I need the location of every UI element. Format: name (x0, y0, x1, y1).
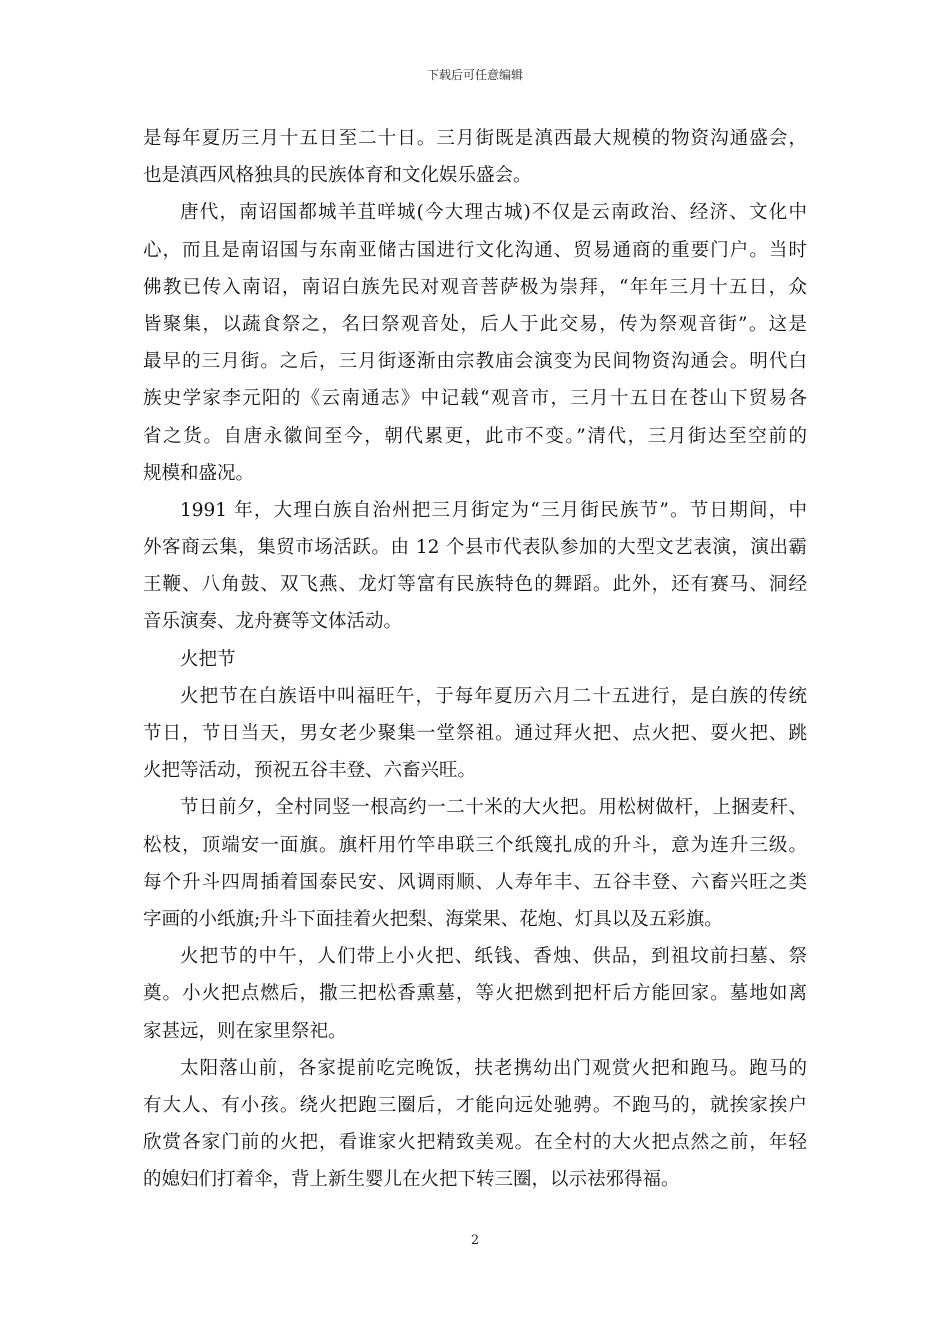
document-body (143, 120, 807, 1198)
text-line: 规模和盛况。 (143, 462, 255, 484)
text-line: 节日前夕，全村同竖一根高约一二十米的大火把。用松树做杆，上捆麦秆、 (180, 797, 807, 819)
text-line: 王鞭、八角鼓、双飞燕、龙灯等富有民族特色的舞蹈。此外，还有赛马、洞经 (143, 574, 807, 596)
text-line: 最早的三月街。之后，三月街逐渐由宗教庙会演变为民间物资沟通会。明代白 (143, 351, 807, 373)
text-line: 外客商云集，集贸市场活跃。由 12 个县市代表队参加的大型文艺表演，演出霸 (143, 537, 807, 559)
text-line: 族史学家李元阳的《云南通志》中记载“观音市，三月十五日在苍山下贸易各 (143, 388, 807, 410)
text-line: 是每年夏历三月十五日至二十日。三月街既是滇西最大规模的物资沟通盛会， (143, 128, 807, 149)
page-number: 2 (470, 1233, 480, 1248)
text-line: 佛教已传入南诏，南诏白族先民对观音菩萨极为崇拜，“年年三月十五日，众 (143, 276, 807, 298)
text-line: 字画的小纸旗;升斗下面挂着火把梨、海棠果、花炮、灯具以及五彩旗。 (143, 908, 723, 930)
text-line: 有大人、有小孩。绕火把跑三圈后，才能向远处驰骋。不跑马的，就挨家挨户 (143, 1094, 807, 1116)
text-line: 的媳妇们打着伞，背上新生婴儿在火把下转三圈，以示祛邪得福。 (143, 1169, 680, 1191)
text-line: 皆聚集，以蔬食祭之，名曰祭观音处，后人于此交易，传为祭观音街”。这是 (143, 313, 807, 335)
text-line: 省之货。自唐永徽间至今，朝代累更，此市不变。”清代，三月街达至空前的 (143, 425, 807, 447)
text-line: 1991 年，大理白族自治州把三月街定为“三月街民族节”。节日期间，中 (180, 499, 807, 521)
text-line: 太阳落山前，各家提前吃完晚饭，扶老携幼出门观赏火把和跑马。跑马的 (180, 1057, 807, 1079)
section-heading: 火把节 (180, 648, 236, 670)
text-line: 火把等活动，预祝五谷丰登、六畜兴旺。 (143, 760, 477, 782)
text-line: 也是滇西风格独具的民族体育和文化娱乐盛会。 (143, 165, 532, 187)
text-line: 欣赏各家门前的火把，看谁家火把精致美观。在全村的大火把点然之前，年轻 (143, 1132, 807, 1154)
page-header: 下载后可任意编辑 (426, 68, 523, 82)
text-line: 家甚远，则在家里祭祀。 (143, 1020, 347, 1042)
text-line: 音乐演奏、龙舟赛等文体活动。 (143, 611, 403, 633)
text-line: 唐代，南诏国都城羊苴咩城(今大理古城)不仅是云南政治、经济、文化中 (180, 202, 807, 224)
text-line: 节日，节日当天，男女老少聚集一堂祭祖。通过拜火把、点火把、耍火把、跳 (143, 723, 807, 744)
text-line: 松枝，顶端安一面旗。旗杆用竹竿串联三个纸篾扎成的升斗，意为连升三级。 (143, 834, 807, 856)
text-line: 心，而且是南诏国与东南亚储古国进行文化沟通、贸易通商的重要门户。当时 (143, 239, 807, 261)
text-line: 火把节在白族语中叫福旺午，于每年夏历六月二十五进行，是白族的传统 (180, 685, 807, 707)
text-line: 每个升斗四周插着国泰民安、风调雨顺、人寿年丰、五谷丰登、六畜兴旺之类 (143, 871, 807, 893)
text-line: 火把节的中午，人们带上小火把、纸钱、香烛、供品，到祖坟前扫墓、祭 (180, 946, 807, 968)
text-line: 奠。小火把点燃后，撒三把松香熏墓，等火把燃到把杆后方能回家。墓地如离 (143, 983, 807, 1005)
